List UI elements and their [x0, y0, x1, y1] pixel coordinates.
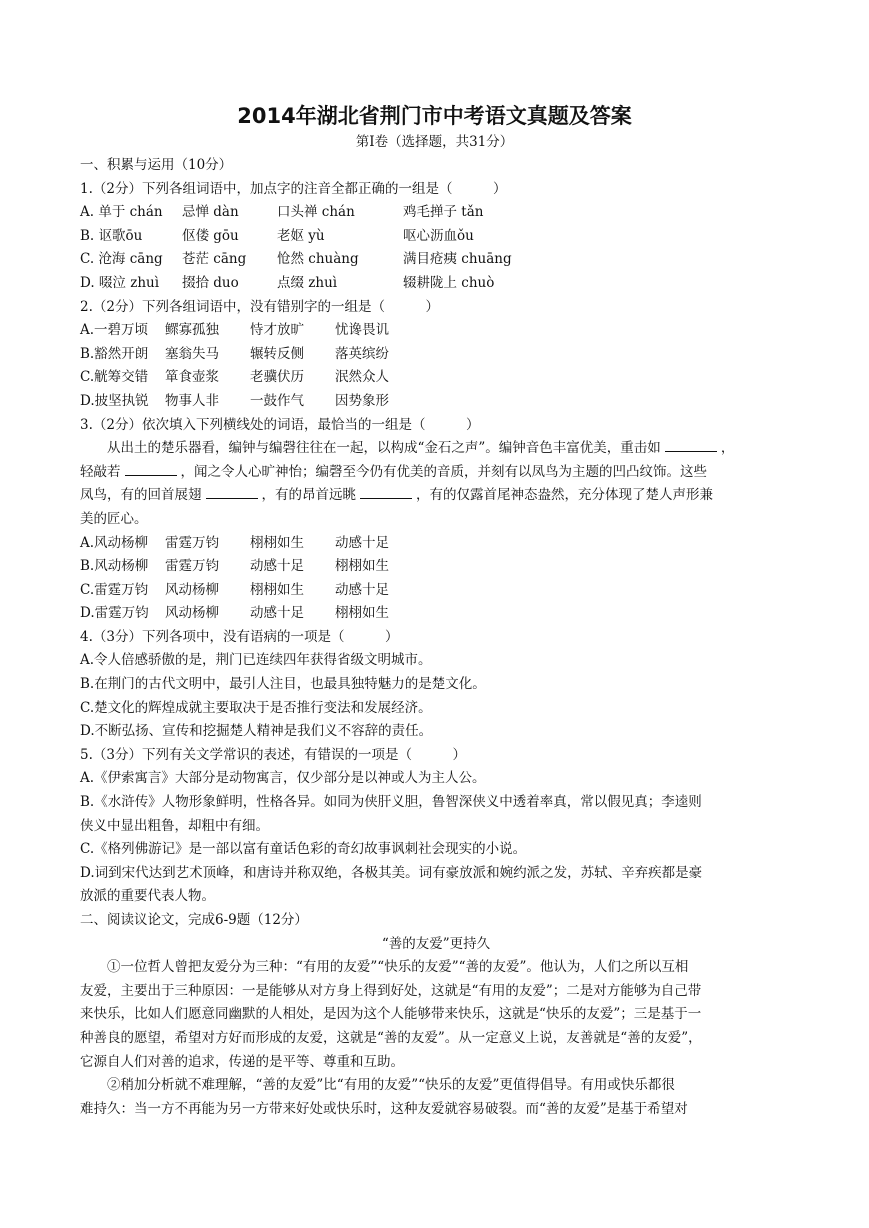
question-stem: 5.（3分）下列有关文学常识的表述，有错误的一项是（ ）	[80, 746, 466, 763]
question-stem: 1.（2分）下列各组词语中，加点字的注音全都正确的一组是（ ）	[80, 180, 507, 197]
question-stem: 2.（2分）下列各组词语中，没有错别字的一组是（ ）	[80, 298, 439, 315]
fill-blank	[125, 461, 177, 476]
passage-line: 从出土的楚乐器看，编钟与编磬往往在一起，以构成“金石之声”。编钟音色丰富优美，重击如 ，	[80, 437, 792, 461]
answer-option: A.风动杨柳 雷霆万钧 栩栩如生 动感十足	[80, 534, 389, 551]
answer-option: C.楚文化的辉煌成就主要取决于是否推行变法和发展经济。	[80, 699, 432, 716]
fill-blank	[665, 437, 717, 452]
fill-blank	[360, 484, 412, 499]
section-heading: 二、阅读议论文，完成6-9题（12分）	[80, 912, 308, 928]
document-subtitle: 第Ⅰ卷（选择题，共31分）	[355, 134, 514, 150]
answer-option: A. 单于 chán 忌惮 dàn 口头禅 chán 鸡毛掸子 tǎn	[80, 204, 484, 221]
question-stem: 4.（3分）下列各项中，没有语病的一项是（ ）	[80, 628, 399, 645]
answer-option: D.词到宋代达到艺术顶峰，和唐诗并称双绝，各极其美。词有豪放派和婉约派之发，苏轼、辛弃疾都是豪	[80, 864, 703, 881]
answer-option: D.不断弘扬、宣传和挖掘楚人精神是我们义不容辞的责任。	[80, 723, 433, 740]
article-line: 友爱，主要出于三种原因：一是能够从对方身上得到好处，这就是“有用的友爱”；二是对方能够为自己带	[80, 982, 702, 999]
passage-line: 美的匠心。	[80, 510, 148, 527]
article-line: 来快乐，比如人们愿意同幽默的人相处，是因为这个人能够带来快乐，这就是“快乐的友爱”；三是基于一	[80, 1006, 702, 1023]
answer-option: A.一碧万顷 鳏寡孤独 恃才放旷 忧谗畏讥	[80, 322, 389, 339]
answer-option: D. 啜泣 zhuì 掇拾 duo 点缀 zhuì 辍耕陇上 chuò	[80, 274, 495, 291]
answer-option: C.《格列佛游记》是一部以富有童话色彩的奇幻故事讽刺社会现实的小说。	[80, 841, 527, 858]
article-line: ②稍加分析就不难理解，“善的友爱”比“有用的友爱”“快乐的友爱”更值得倡导。有用或快乐都很	[107, 1077, 675, 1094]
passage-line: 轻敲若 ，闻之令人心旷神怡；编磬至今仍有优美的音质，并刻有以凤鸟为主题的凹凸纹饰。这些	[80, 461, 792, 485]
article-line: ①一位哲人曾把友爱分为三种：“有用的友爱”“快乐的友爱”“善的友爱”。他认为，人们之所以互相	[107, 959, 689, 976]
document-title: 2014年湖北省荆门市中考语文真题及答案	[237, 104, 632, 128]
article-line: 种善良的愿望，希望对方好而形成的友爱，这就是“善的友爱”。从一定意义上说，友善就是“善的友爱”，	[80, 1029, 702, 1046]
question-stem: 3.（2分）依次填入下列横线处的词语，最恰当的一组是（ ）	[80, 416, 480, 433]
answer-option: C.雷霆万钧 风动杨柳 栩栩如生 动感十足	[80, 581, 389, 598]
answer-option: B.豁然开朗 塞翁失马 辗转反侧 落英缤纷	[80, 345, 389, 362]
answer-option: C.觥筹交错 箪食壶浆 老骥伏历 泯然众人	[80, 369, 389, 386]
answer-option: C. 沧海 cāng 苍茫 cāng 怆然 chuàng 满目疮痍 chuāng	[80, 251, 512, 268]
answer-option: A.《伊索寓言》大部分是动物寓言，仅少部分是以神或人为主人公。	[80, 770, 486, 787]
answer-option: B.风动杨柳 雷霆万钧 动感十足 栩栩如生	[80, 558, 389, 575]
answer-option: B.《水浒传》人物形象鲜明，性格各异。如同为侠肝义胆，鲁智深侠义中透着率真，常以假见真；李逵则	[80, 794, 702, 811]
answer-option-continued: 侠义中显出粗鲁，却粗中有细。	[80, 817, 269, 834]
article-title: “善的友爱”更持久	[381, 935, 491, 952]
answer-option: B. 讴歌ōu 伛偻 gōu 老妪 yù 呕心沥血ǒu	[80, 227, 474, 244]
passage-line: 凤鸟，有的回首展翅 ，有的昂首远眺 ，有的仅露首尾神态盎然，充分体现了楚人声形兼	[80, 484, 792, 508]
answer-option-continued: 放派的重要代表人物。	[80, 888, 215, 905]
answer-option: D.雷霆万钧 风动杨柳 动感十足 栩栩如生	[80, 605, 389, 622]
document-body	[80, 154, 792, 1121]
article-line: 它源自人们对善的追求，传递的是平等、尊重和互助。	[80, 1053, 404, 1070]
answer-option: A.令人倍感骄傲的是，荆门已连续四年获得省级文明城市。	[80, 652, 432, 669]
article-line: 难持久：当一方不再能为另一方带来好处或快乐时，这种友爱就容易破裂。而“善的友爱”是基于希望对	[80, 1100, 688, 1117]
section-heading: 一、积累与运用（10分）	[80, 157, 233, 173]
answer-option: D.披坚执锐 物事人非 一鼓作气 因势象形	[80, 392, 389, 409]
fill-blank	[206, 484, 258, 499]
answer-option: B.在荆门的古代文明中，最引人注目，也最具独特魅力的是楚文化。	[80, 676, 486, 693]
